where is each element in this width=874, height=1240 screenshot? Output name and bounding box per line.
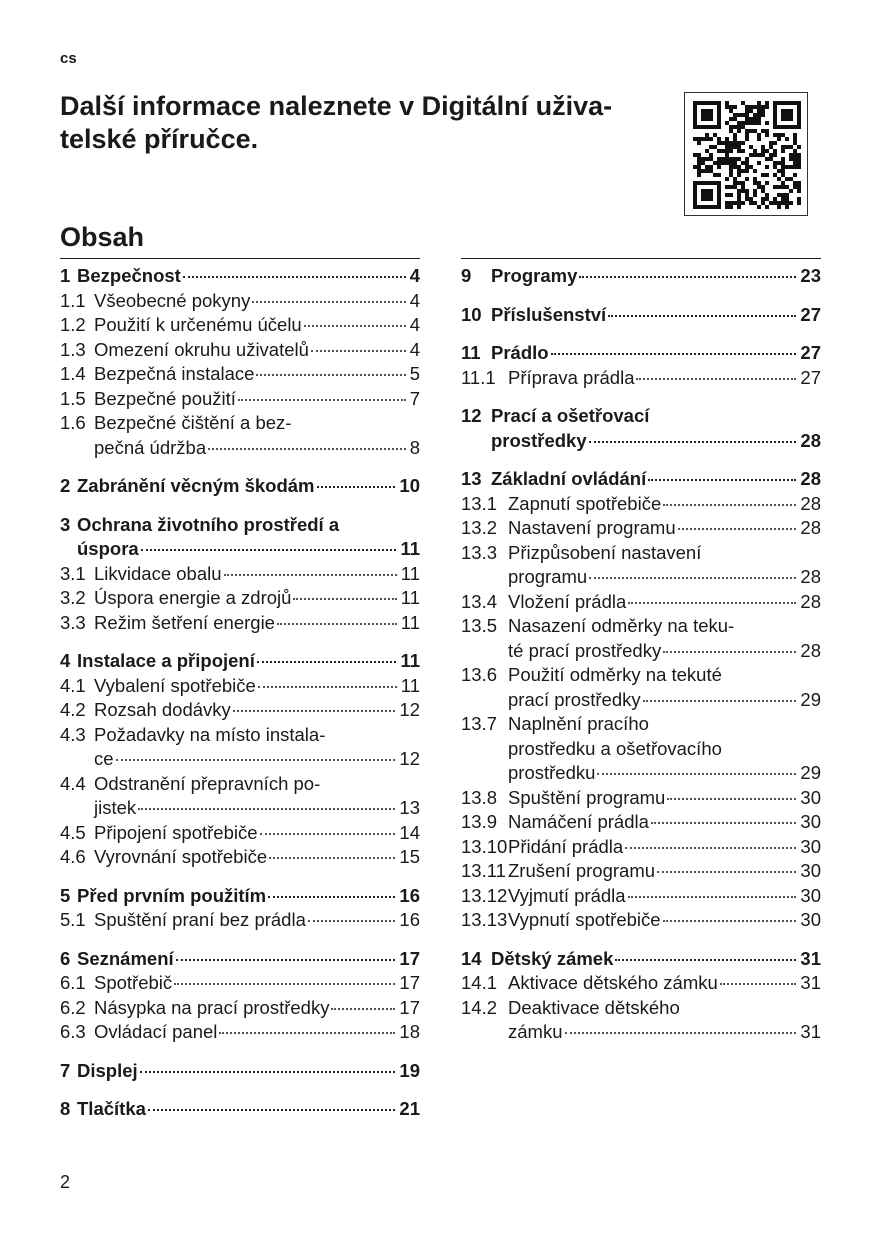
toc-dot-leader [304,325,406,327]
toc-page-number: 30 [800,860,821,881]
toc-page-number: 27 [800,366,821,388]
toc-entry-number: 11 [461,342,481,363]
toc-dot-leader [565,1032,797,1034]
toc-page-number: 15 [399,846,420,867]
toc-subsection[interactable] [461,366,821,391]
toc-page-number: 27 [800,303,821,325]
toc-subsection[interactable] [461,516,821,541]
toc-page-number: 8 [409,436,420,458]
toc-dot-leader [116,759,396,761]
toc-page-number: 12 [399,699,420,720]
toc-dot-leader [720,983,797,985]
toc-entry-title: Násypka na prací prostředky [94,996,330,1018]
toc-entry-number: 13 [461,468,482,489]
toc-dot-leader [643,700,797,702]
toc-page-number: 16 [399,909,420,930]
toc-page-number: 7 [409,387,420,409]
toc-entry-number: 3.2 [60,587,86,608]
toc-entry-number: 4.5 [60,821,86,843]
toc-entry-title: Použití odměrky na tekuté [508,664,722,685]
toc-subsection[interactable] [60,971,420,996]
toc-entry-number: 7 [60,1059,71,1081]
toc-dot-leader [663,651,796,653]
toc-page-number: 29 [800,762,821,783]
toc-entry-title: Prádlo [491,342,549,363]
toc-subsection[interactable] [461,590,821,615]
toc-page-number: 11 [400,538,420,559]
toc-chapter[interactable] [461,467,821,492]
toc-entry-title: Omezení okruhu uživatelů [94,338,309,360]
toc-entry-number: 4.6 [60,846,86,867]
toc-page-number: 28 [800,468,821,489]
toc-chapter[interactable] [461,404,821,453]
toc-subsection[interactable] [60,313,420,338]
toc-entry-title: Přidání prádla [508,835,624,857]
toc-dot-leader [317,486,396,488]
toc-entry-title: Programy [491,265,578,286]
toc-entry-number: 13.13 [461,909,508,930]
toc-subsection[interactable] [461,835,821,860]
toc-entry-number: 13.8 [461,786,498,808]
toc-entry-title: Seznámení [77,947,174,969]
toc-entry-number: 5 [60,884,71,906]
toc-dot-leader [597,773,796,775]
toc-dot-leader [233,710,396,712]
toc-subsection[interactable] [60,674,420,699]
toc-subsection[interactable] [60,845,420,870]
toc-dot-leader [589,577,796,579]
toc-entry-title: Použití k určenému účelu [94,314,302,335]
toc-dot-leader [615,959,796,961]
toc-entry-number: 13.10 [461,835,508,857]
toc-entry-title: ce [94,748,114,769]
toc-subsection[interactable] [60,362,420,387]
toc-page-number: 28 [800,639,821,661]
toc-entry-title: Bezpečné použití [94,387,236,409]
toc-entry-number: 11.1 [461,366,496,388]
toc-entry-title: Aktivace dětského zámku [508,972,718,993]
toc-entry-number: 1.1 [60,289,86,311]
toc-entry-title: Režim šetření energie [94,611,275,633]
toc-dot-leader [252,301,405,303]
toc-entry-title: Bezpečnost [77,265,181,286]
toc-page-number: 4 [409,265,420,286]
toc-dot-leader [219,1032,395,1034]
toc-entry-number: 4.3 [60,723,86,745]
toc-entry-title: Prací a ošetřovací [491,405,650,426]
toc-entry-title: prostředku [508,762,596,783]
toc-dot-leader [667,798,796,800]
toc-page-number: 11 [400,650,420,671]
toc-page-number: 19 [399,1059,420,1081]
toc-entry-number: 13.4 [461,590,498,612]
toc-subsection[interactable] [461,971,821,996]
toc-subsection[interactable] [60,586,420,611]
toc-subsection[interactable] [60,1020,420,1045]
toc-entry-title: Vyrovnání spotřebiče [94,846,268,867]
toc-chapter[interactable] [60,649,420,674]
toc-dot-leader [678,528,797,530]
toc-page-number: 30 [800,811,821,832]
toc-page-number: 11 [400,587,420,608]
toc-dot-leader [176,959,396,961]
toc-entry-number: 4.4 [60,772,86,794]
toc-entry-number: 13.5 [461,615,498,636]
toc-entry-title: Bezpečná instalace [94,363,255,384]
toc-entry-title: Likvidace obalu [94,562,222,584]
toc-dot-leader [277,623,397,625]
toc-subsection[interactable] [461,492,821,517]
toc-entry-number: 1.2 [60,314,86,335]
toc-page-number: 17 [399,947,420,969]
toc-subsection[interactable] [461,859,821,884]
toc-dot-leader [651,822,797,824]
toc-page-number: 18 [399,1021,420,1042]
qr-code-icon [693,101,801,209]
toc-entry-title: prostředku a ošetřovacího [508,737,722,759]
toc-entry-number: 13.7 [461,713,498,734]
toc-dot-leader [628,896,797,898]
toc-subsection[interactable] [60,387,420,412]
toc-entry-title: Rozsah dodávky [94,699,231,720]
toc-entry-title: Deaktivace dětského [508,996,680,1018]
toc-chapter[interactable] [60,1059,420,1084]
toc-entry-title: Požadavky na místo instala- [94,723,326,745]
toc-column-left [60,264,420,1122]
toc-page-number: 28 [800,492,821,514]
toc-subsection[interactable] [60,289,420,314]
toc-chapter[interactable] [60,474,420,499]
toc-entry-title: zámku [508,1021,563,1042]
toc-entry-title: Vyjmutí prádla [508,884,626,906]
toc-entry-number: 3 [60,513,71,535]
toc-page-number: 4 [409,338,420,360]
toc-entry-number: 13.2 [461,517,498,538]
toc-entry-number: 13.1 [461,492,498,514]
toc-dot-leader [208,448,406,450]
toc-dot-leader [331,1008,395,1010]
toc-subsection[interactable] [461,712,821,786]
toc-entry-number: 1.4 [60,363,86,384]
language-code: cs [60,50,77,67]
toc-subsection[interactable] [60,411,420,460]
toc-dot-leader [258,686,397,688]
toc-entry-title: Odstranění přepravních po- [94,772,321,794]
toc-dot-leader [663,504,796,506]
toc-subsection[interactable] [60,996,420,1021]
toc-entry-title: Spuštění programu [508,786,666,808]
toc-dot-leader [268,896,395,898]
toc-entry-number: 14 [461,947,482,969]
toc-entry-title: Připojení spotřebiče [94,821,258,843]
page-number: 2 [60,1172,71,1192]
toc-subsection[interactable] [461,614,821,663]
toc-entry-number: 6.1 [60,972,86,993]
toc-entry-title: Ovládací panel [94,1021,218,1042]
toc-dot-leader [663,920,797,922]
toc-page-number: 28 [800,517,821,538]
toc-entry-number: 1.3 [60,338,86,360]
toc-entry-title: Nasazení odměrky na teku- [508,615,735,636]
qr-code [684,92,808,216]
toc-entry-number: 6.3 [60,1021,86,1042]
toc-subsection[interactable] [60,611,420,636]
toc-entry-title: Zapnutí spotřebiče [508,492,662,514]
toc-entry-number: 1.6 [60,412,86,433]
toc-page-number: 16 [399,884,420,906]
toc-chapter[interactable] [461,303,821,328]
toc-entry-title: Instalace a připojení [77,650,255,671]
toc-entry-title: Naplnění pracího [508,713,649,734]
toc-page-number: 13 [399,797,420,818]
toc-entry-number: 13.6 [461,664,498,685]
toc-dot-leader [648,479,796,481]
toc-page-number: 4 [409,314,420,335]
toc-page-number: 28 [800,429,821,451]
toc-entry-title: Přizpůsobení nastavení [508,541,702,563]
toc-page-number: 27 [800,342,821,363]
toc-entry-title: Dětský zámek [491,947,614,969]
toc-entry-title: Displej [77,1059,138,1081]
toc-subsection[interactable] [461,786,821,811]
toc-entry-title: programu [508,566,588,587]
toc-entry-title: Tlačítka [77,1098,146,1119]
toc-dot-leader [657,871,796,873]
toc-entry-title: Příslušenství [491,303,607,325]
toc-entry-title: prostředky [491,429,587,451]
toc-chapter[interactable] [60,884,420,909]
toc-entry-number: 4.1 [60,674,86,696]
toc-dot-leader [224,574,397,576]
toc-entry-number: 14.2 [461,996,498,1018]
toc-chapter[interactable] [461,947,821,972]
toc-subsection[interactable] [461,884,821,909]
toc-entry-title: Bezpečné čištění a bez- [94,412,292,433]
toc-chapter[interactable] [60,264,420,289]
toc-dot-leader [148,1109,396,1111]
toc-entry-number: 6 [60,947,71,969]
toc-entry-number: 10 [461,303,482,325]
toc-page-number: 12 [399,748,420,769]
toc-entry-title: úspora [77,538,139,559]
toc-entry-number: 13.11 [461,860,506,881]
toc-title: Obsah [60,222,145,252]
toc-dot-leader [636,378,796,380]
toc-entry-number: 3.3 [60,611,86,633]
toc-subsection[interactable] [461,908,821,933]
toc-entry-number: 13.12 [461,884,508,906]
toc-chapter[interactable] [60,947,420,972]
toc-dot-leader [269,857,395,859]
toc-entry-title: Zrušení programu [508,860,656,881]
toc-page-number: 11 [400,611,420,633]
toc-page-number: 17 [399,996,420,1018]
toc-entry-title: Spuštění praní bez prádla [94,909,306,930]
toc-entry-title: Vypnutí spotřebiče [508,909,661,930]
toc-entry-number: 14.1 [461,972,498,993]
toc-page-number: 10 [399,475,420,496]
toc-chapter[interactable] [60,513,420,562]
toc-divider-left [60,258,420,259]
toc-entry-title: Zabránění věcným škodám [77,475,315,496]
toc-dot-leader [183,276,406,278]
toc-subsection[interactable] [60,338,420,363]
toc-entry-title: té prací prostředky [508,639,662,661]
toc-subsection[interactable] [60,723,420,772]
toc-dot-leader [311,350,406,352]
toc-dot-leader [238,399,406,401]
toc-dot-leader [628,602,796,604]
toc-dot-leader [551,353,797,355]
toc-page-number: 17 [399,972,420,993]
toc-page-number: 21 [399,1098,420,1119]
toc-page-number: 11 [400,674,420,696]
toc-subsection[interactable] [60,821,420,846]
toc-subsection[interactable] [461,996,821,1045]
toc-subsection[interactable] [60,908,420,933]
toc-entry-title: Ochrana životního prostředí a [77,513,340,535]
toc-dot-leader [579,276,796,278]
toc-entry-title: Nastavení programu [508,517,676,538]
toc-page-number: 11 [400,562,420,584]
toc-entry-title: jistek [94,797,137,818]
toc-page-number: 28 [800,590,821,612]
toc-page-number: 31 [800,972,821,993]
toc-dot-leader [293,598,396,600]
toc-entry-title: Namáčení prádla [508,811,649,832]
toc-entry-title: prací prostředky [508,688,641,710]
toc-entry-number: 4.2 [60,699,86,720]
toc-entry-number: 13.3 [461,541,498,563]
toc-subsection[interactable] [461,541,821,590]
toc-subsection[interactable] [461,663,821,712]
toc-subsection[interactable] [461,810,821,835]
toc-dot-leader [257,661,397,663]
toc-page-number: 23 [800,265,821,286]
toc-subsection[interactable] [60,772,420,821]
toc-entry-number: 1 [60,265,71,286]
toc-divider-right [461,258,821,259]
toc-entry-number: 1.5 [60,387,86,409]
toc-page-number: 31 [800,1021,821,1042]
toc-entry-number: 2 [60,475,71,496]
toc-subsection[interactable] [60,562,420,587]
toc-page-number: 4 [409,289,420,311]
toc-subsection[interactable] [60,698,420,723]
toc-entry-number: 5.1 [60,909,86,930]
toc-page-number: 28 [800,566,821,587]
toc-dot-leader [140,1071,396,1073]
toc-entry-number: 13.9 [461,811,498,832]
toc-dot-leader [308,920,396,922]
toc-dot-leader [256,374,405,376]
toc-entry-title: Vybalení spotřebiče [94,674,256,696]
toc-entry-title: Úspora energie a zdrojů [94,587,292,608]
toc-entry-title: Před prvním použitím [77,884,267,906]
toc-entry-title: Spotřebič [94,972,173,993]
toc-entry-title: Základní ovládání [491,468,647,489]
toc-page-number: 5 [409,363,420,384]
toc-page-number: 30 [800,835,821,857]
toc-entry-number: 4 [60,650,71,671]
toc-dot-leader [608,315,796,317]
toc-dot-leader [260,833,396,835]
toc-column-right [461,264,821,1045]
toc-chapter[interactable] [461,264,821,289]
toc-entry-number: 3.1 [60,562,86,584]
toc-page-number: 31 [800,947,821,969]
toc-entry-title: Vložení prádla [508,590,627,612]
toc-page-number: 30 [800,786,821,808]
toc-dot-leader [589,441,797,443]
toc-dot-leader [138,808,395,810]
toc-page-number: 30 [800,884,821,906]
toc-chapter[interactable] [461,341,821,366]
toc-entry-title: pečná údržba [94,436,207,458]
toc-entry-title: Všeobecné pokyny [94,289,251,311]
toc-page-number: 30 [800,909,821,930]
toc-entry-number: 8 [60,1098,71,1119]
toc-entry-number: 12 [461,405,482,426]
toc-dot-leader [141,549,397,551]
toc-entry-number: 9 [461,265,472,286]
toc-dot-leader [625,847,796,849]
toc-page-number: 14 [399,821,420,843]
digital-manual-headline: Další informace naleznete v Digitální uživa-telské příručce. [60,91,613,154]
toc-page-number: 29 [800,688,821,710]
toc-entry-title: Příprava prádla [508,366,635,388]
toc-chapter[interactable] [60,1097,420,1122]
toc-dot-leader [174,983,395,985]
toc-entry-number: 6.2 [60,996,86,1018]
